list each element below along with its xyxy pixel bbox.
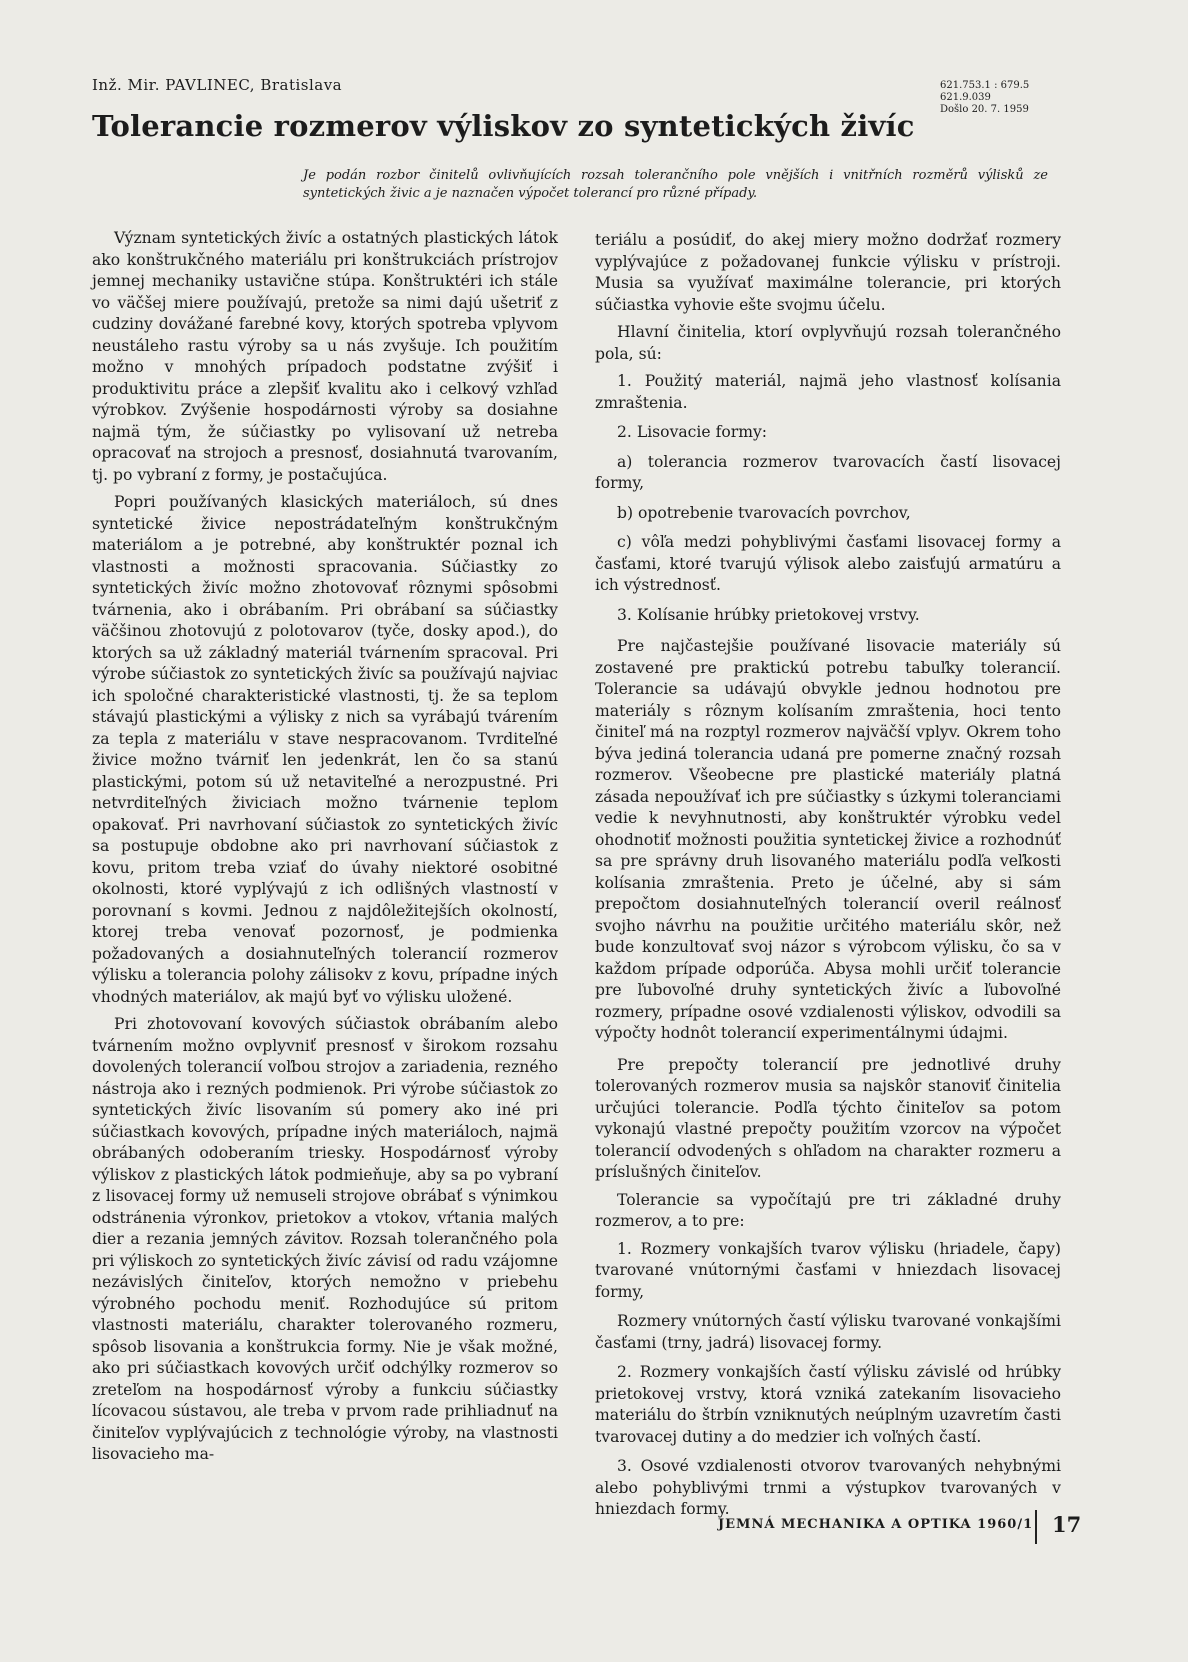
udc-block [940,80,1029,116]
abstract: Je podán rozbor činitelů ovlivňujících rozsah tolerančního pole vnějších i vnitřních rozměrů výlisků ze syntetických živic a je naznačen výpočet tolerancí pro různé případy. [303,168,1048,201]
list-item: c) vôľa medzi pohyblivými časťami lisovacej formy a časťami, ktoré tvarujú výlisok alebo zaisťujú armatúru a ich výstrednosť. [595,533,1061,594]
list-item: 1. Rozmery vonkajších tvarov výlisku (hriadele, čapy) tvarované vnútornými časťami v hniezdach lisovacej formy, [595,1239,1061,1301]
paragraph: Popri používaných klasických materiáloch, sú dnes syntetické živice nepostrádateľným konštrukčným materiálom a je potrebné, aby konštruktér poznal ich vlastnosti a možnosti spracovania. Súčiastky zo syntetických živíc možno zhotovovať rôznymi spôsobmi tvárnenia, ako i obrábaním. Pri obrábaní sa súčiastky väčšinou zhotovujú z polotovarov (tyče, dosky apod.), do ktorých sa už základný materiál tvárnením spracoval. Pri výrobe súčiastok zo syntetických živíc sa používajú najviac ich spoločné charakteristické vlastnosti, tj. že sa teplom stávajú plastickými a výlisky z nich sa vyrábajú tvárením za tepla z materiálu v stave nespracovanom. Tvrditeľné živice možno tvárniť len jedenkrát, len čo sa stanú plastickými, potom sú už netaviteľné a nerozpustné. Pri netvrditeľných živiciach možno tvárnenie teplom opakovať. Pri navrhovaní súčiastok zo syntetických živíc sa postupuje obdobne ako pri navrhovaní súčiastok z kovu, pritom treba vziať do úvahy niektoré osobitné okolnosti, ktoré vyplývajú z ich odlišných vlastností v porovnaní s kovmi. Jednou z najdôležitejších okolností, ktorej treba venovať pozornosť, je podmienka požadovaných a dosiahnuteľných tolerancií rozmerov výlisku a tolerancia polohy zálisokv z kovu, prípadne iných vhodných materiálov, ak majú byť vo výlisku uložené. [92,493,558,1006]
paragraph: Význam syntetických živíc a ostatných plastických látok ako konštrukčného materiálu pri konštrukciách prístrojov jemnej mechaniky ustavične stúpa. Konštruktéri ich stále vo väčšej miere používajú, pretože sa nimi dajú ušetriť z cudziny dovážané farebné kovy, ktorých spotreba vplyvom neustáleho rastu výroby sa u nás zvyšuje. Ich použitím možno v mnohých prípadoch podstatne zvýšiť i produktivitu práce a zlepšiť kvalitu ako i celkový vzhľad výrobkov. Zvýšenie hospodárnosti výroby sa dosiahne najmä tým, že súčiastky po vylisovaní už netreba opracovať na strojoch a presnosť, dosiahnutá tvarovaním, tj. po vybraní z formy, je postačujúca. [92,229,558,484]
right-column [595,230,1061,1529]
list-item: 2. Lisovacie formy: [617,423,768,441]
paragraph: Pre prepočty tolerancií pre jednotlivé druhy tolerovaných rozmerov musia sa najskôr stanoviť činitelia určujúci tolerancie. Podľa týchto činiteľov sa potom vykonajú vlastné prepočty použitím vzorcov na výpočet tolerancií odvodených s ohľadom na charakter rozmeru a príslušných činiteľov. [595,1055,1061,1181]
list-item: Rozmery vnútorných častí výlisku tvarované vonkajšími časťami (trny, jadrá) lisovacej formy. [595,1312,1061,1352]
journal-footer: JEMNÁ MECHANIKA A OPTIKA 1960/1 [718,1517,1034,1532]
received-date: Došlo 20. 7. 1959 [940,104,1029,115]
list-item: a) tolerancia rozmerov tvarovacích častí lisovacej formy, [595,452,1061,492]
article-title: Tolerancie rozmerov výliskov zo syntetických živíc [92,109,915,143]
list-item: 2. Rozmery vonkajších častí výlisku závislé od hrúbky prietokovej vrstvy, ktorá vzniká zatekaním lisovacieho materiálu do štrbín vzniknutých neúplným uzavretím časti tvarovacej dutiny a do medzier ich voľných častí. [595,1363,1061,1446]
author-line: Inž. Mir. PAVLINEC, Bratislava [92,76,343,94]
paragraph: Tolerancie sa vypočítajú pre tri základné druhy rozmerov, a to pre: [595,1190,1061,1230]
list-item: 3. Kolísanie hrúbky prietokovej vrstvy. [617,605,920,624]
page-number: 17 [1052,1512,1082,1537]
paragraph: Pri zhotovovaní kovových súčiastok obrábaním alebo tvárnením možno ovplyvniť presnosť v širokom rozsahu dovolených tolerancií voľbou strojov a zariadenia, rezného nástroja ako i rezných podmienok. Pri výrobe súčiastok zo syntetických živíc lisovaním sú pomery ako iné pri súčiastkach kovových, prípadne iných materiáloch, najmä obrábaných odoberaním triesky. Hospodárnosť výroby výliskov z plastických látok podmieňuje, aby sa po vybraní z lisovacej formy už nemuseli strojove obrábať s výnimkou odstránenia výronkov, prietokov a vtokov, vŕtania malých dier a rezania jemných závitov. Rozsah tolerančného pola pri výliskoch zo syntetických živíc závisí od radu vzájomne nezávislých činiteľov, ktorých nemožno v priebehu výrobného pochodu meniť. Rozhodujúce sú pritom vlastnosti materiálu, charakter tolerovaného rozmeru, spôsob lisovania a konštrukcia formy. Nie je však možné, ako pri súčiastkach kovových určiť odchýlky rozmerov so zreteľom na hospodárnosť výroby a funkciu súčiastky lícovacou sústavou, ale treba v prvom rade prihliadnuť na činiteľov vyplývajúcich z technológie výroby, na vlastnosti lisovacieho ma- [92,1015,558,1463]
list-item: b) opotrebenie tvarovacích povrchov, [617,503,911,522]
paragraph: teriálu a posúdiť, do akej miery možno dodržať rozmery vyplývajúce z požadovanej funkcie výlisku v prístroji. Musia sa využívať maximálne tolerancie, pri ktorých súčiastka vyhovie ešte svojmu účelu. [595,231,1061,314]
list-item: 1. Použitý materiál, najmä jeho vlastnosť kolísania zmraštenia. [595,372,1061,412]
list-item: 3. Osové vzdialenosti otvorov tvarovaných nehybnými alebo pohyblivými trnmi a výstupkov tvarovaných v hniezdach formy. [595,1457,1061,1518]
paragraph: Hlavní činitelia, ktorí ovplyvňujú rozsah tolerančného pola, sú: [595,323,1061,363]
udc-code-2: 621.9.039 [940,92,991,103]
paragraph: Pre najčastejšie používané lisovacie materiály sú zostavené pre praktickú potrebu tabuľky tolerancií. Tolerancie sa udávajú obvykle jednou hodnotou pre materiály s rôznym kolísaním zmraštenia, hoci tento činiteľ má na rozptyl rozmerov najväčší vplyv. Okrem toho býva jediná tolerancia udaná pre pomerne značný rozsah rozmerov. Všeobecne pre plastické materiály platná zásada nepoužívať ich pre súčiastky s úzkymi toleranciami vedie k nevyhnutnosti, aby konštruktér výrobku vedel ohodnotiť možnosti použitia syntetickej živice a rozhodnúť sa pre správny druh lisovaného materiálu podľa veľkosti kolísania zmraštenia. Preto je účelné, aby si sám prepočtom dosiahnuteľných tolerancií overil reálnosť svojho návrhu na použitie určitého materiálu skôr, než bude konzultovať svoj názor s výrobcom výlisku, čo sa v každom prípade odporúča. Abysa mohli určiť tolerancie pre ľubovoľné druhy syntetických živíc a ľubovoľné rozmery, prípadne osové vzdialenosti výliskov, odvodili sa výpočty hodnôt tolerancií experimentálnymi údajmi. [595,637,1061,1042]
footer-divider [1035,1510,1037,1544]
udc-code-1: 621.753.1 : 679.5 [940,80,1030,91]
left-column [92,228,558,1472]
